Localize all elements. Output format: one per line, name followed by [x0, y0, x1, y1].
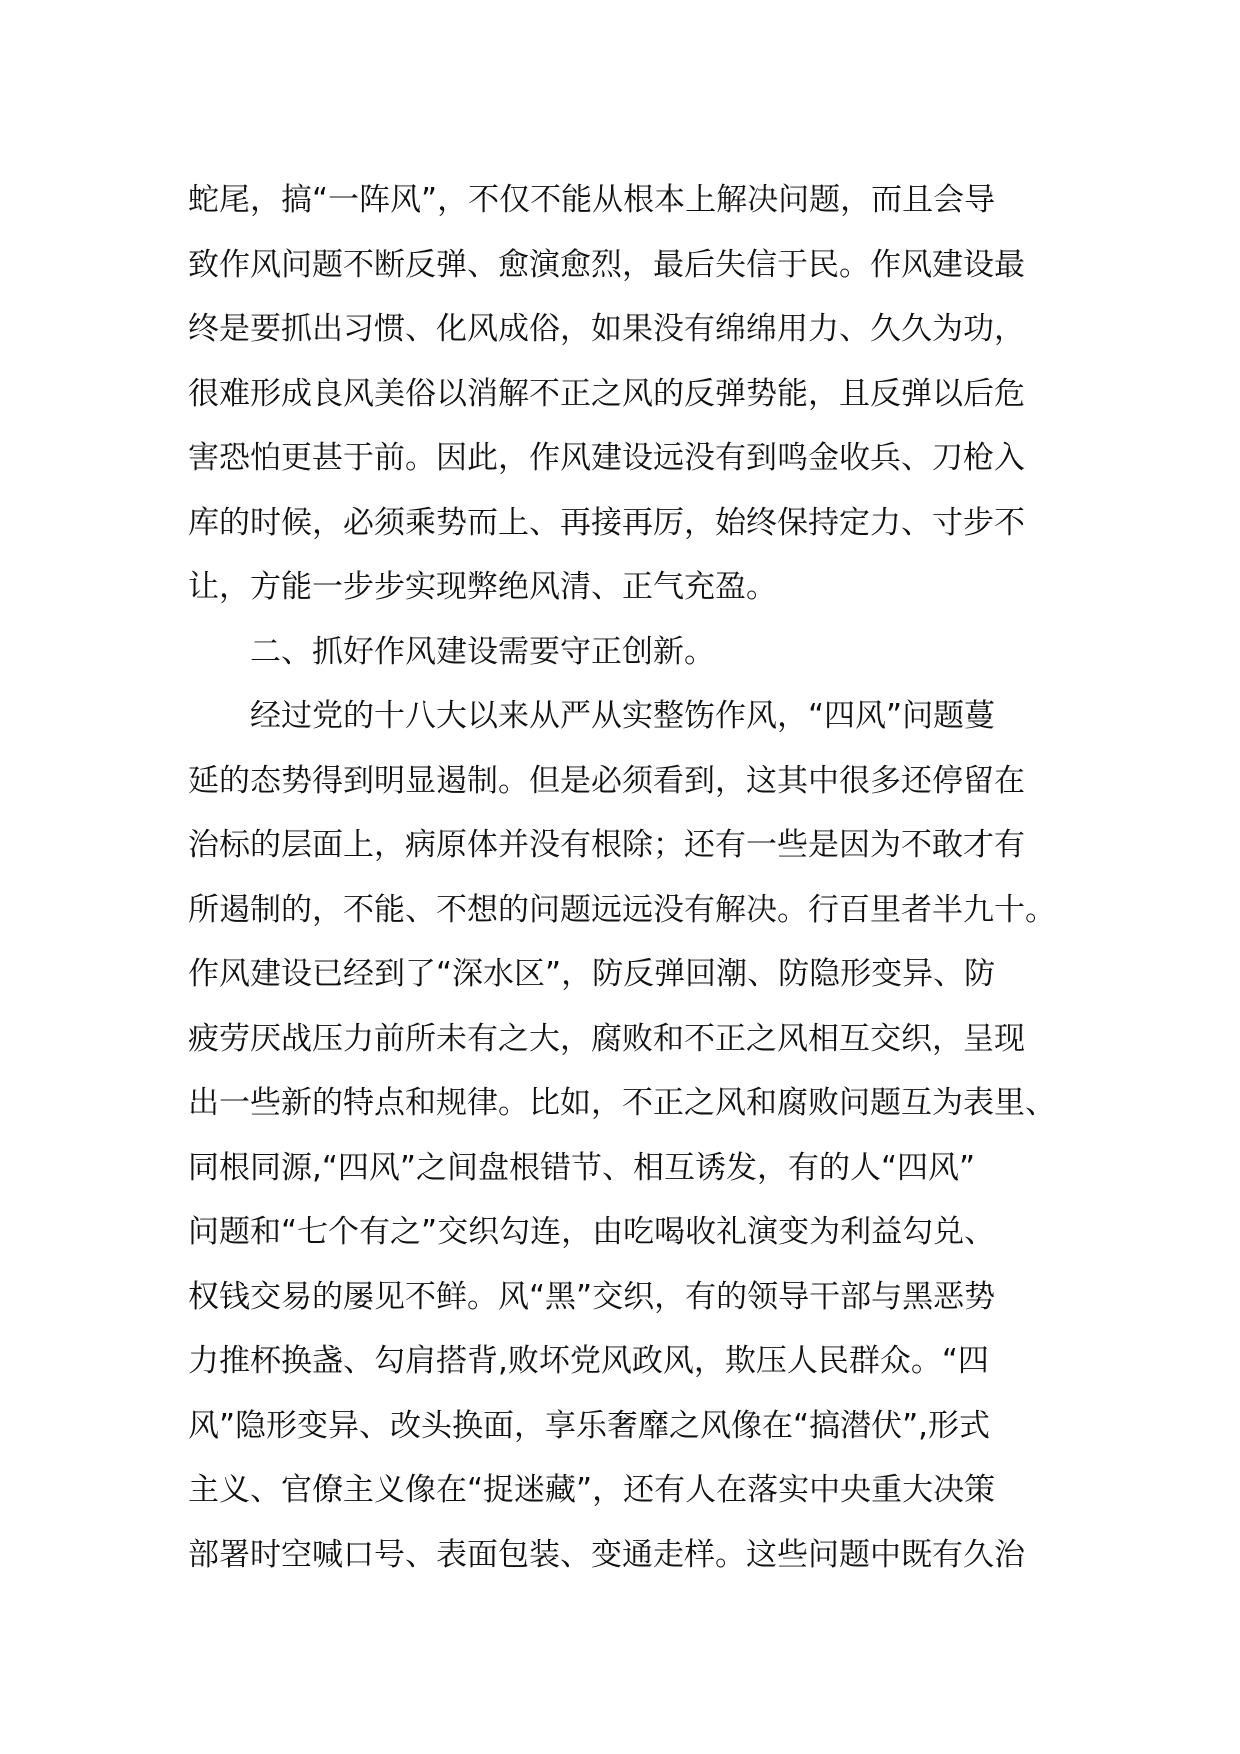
- text-line: 让，方能一步步实现弊绝风清、正气充盈。: [188, 569, 777, 605]
- text-line: 问题和“七个有之”交织勾连，由吃喝收礼演变为利益勾兑、: [188, 1214, 996, 1250]
- text-line: 治标的层面上，病原体并没有根除；还有一些是因为不敢才有: [188, 827, 1025, 863]
- text-line: 权钱交易的屡见不鲜。风“黑”交织，有的领导干部与黑恶势: [188, 1278, 996, 1315]
- body-text: [188, 168, 1068, 1587]
- text-line: 所遏制的，不能、不想的问题远远没有解决。行百里者半九十。: [188, 891, 1056, 928]
- text-line: 作风建设已经到了“深水区”，防反弹回潮、防隐形变异、防: [188, 956, 996, 992]
- text-line: 害恐怕更甚于前。因此，作风建设远没有到鸣金收兵、刀枪入: [188, 440, 1025, 476]
- text-line: 同根同源,“四风”之间盘根错节、相互诱发，有的人“四风”: [188, 1149, 976, 1186]
- text-line: 库的时候，必须乘势而上、再接再厉，始终保持定力、寸步不: [188, 504, 1025, 541]
- text-line: 出一些新的特点和规律。比如，不正之风和腐败问题互为表里、: [188, 1085, 1056, 1121]
- section-heading: 二、抓好作风建设需要守正创新。: [250, 633, 715, 670]
- text-line: 致作风问题不断反弹、愈演愈烈，最后失信于民。作风建设最: [188, 246, 1025, 283]
- text-line: 力推杯换盏、勾肩搭背,败坏党风政风，欺压人民群众。“四: [188, 1343, 989, 1379]
- text-line: 风”隐形变异、改头换面，享乐奢靡之风像在“搞潜伏”,形式: [188, 1407, 991, 1444]
- paragraph-start-line: 经过党的十八大以来从严从实整饬作风，“四风”问题蔓: [250, 698, 996, 734]
- text-line: 主义、官僚主义像在“捉迷藏”，还有人在落实中央重大决策: [188, 1472, 996, 1508]
- text-line: 蛇尾，搞“一阵风”，不仅不能从根本上解决问题，而且会导: [188, 182, 996, 218]
- text-line: 终是要抓出习惯、化风成俗，如果没有绵绵用力、久久为功，: [188, 311, 1025, 347]
- text-line: 疲劳厌战压力前所未有之大，腐败和不正之风相互交织，呈现: [188, 1020, 1025, 1057]
- text-line: 很难形成良风美俗以消解不正之风的反弹势能，且反弹以后危: [188, 375, 1025, 412]
- text-line: 延的态势得到明显遏制。但是必须看到，这其中很多还停留在: [188, 762, 1025, 799]
- text-line: 部署时空喊口号、表面包装、变通走样。这些问题中既有久治: [188, 1536, 1025, 1573]
